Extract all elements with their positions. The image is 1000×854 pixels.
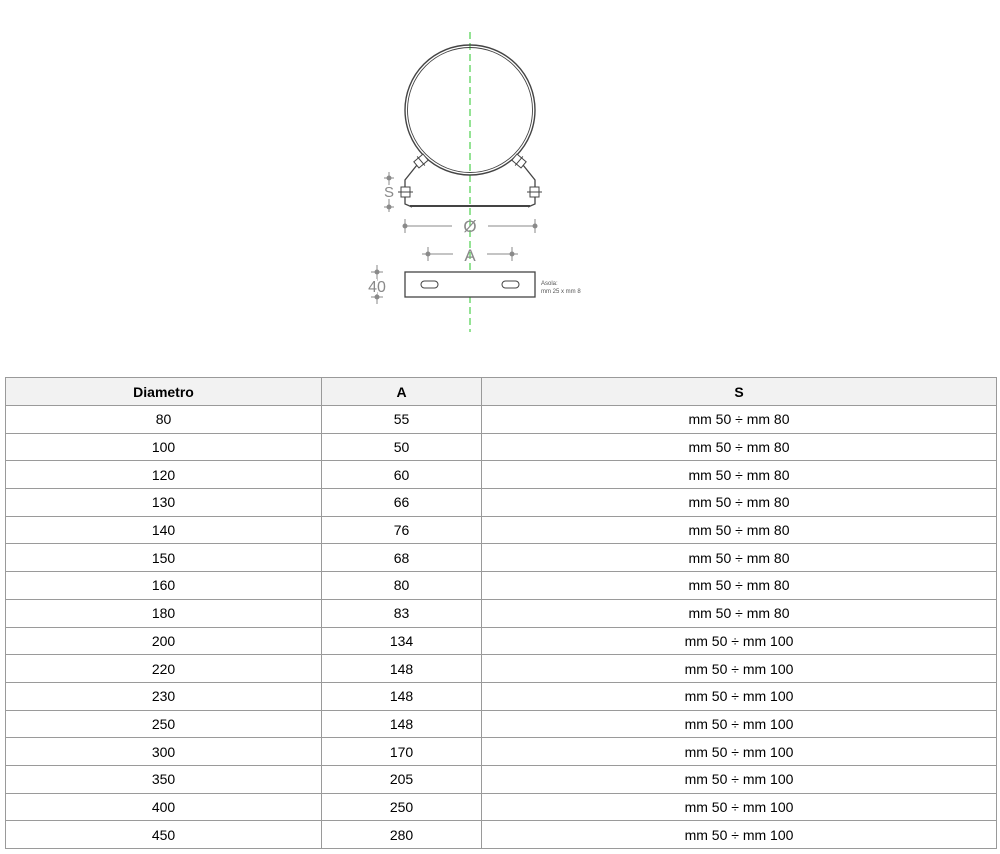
cell-diametro: 450 [6,821,322,849]
table-row [6,599,997,627]
cell-diametro: 200 [6,627,322,655]
cell-diametro: 150 [6,544,322,572]
cell-a: 148 [322,710,482,738]
cell-diametro: 350 [6,765,322,793]
cell-a: 205 [322,765,482,793]
cell-diametro: 120 [6,461,322,489]
dimension-s-label: S [383,184,395,201]
cell-s: mm 50 ÷ mm 80 [482,516,997,544]
table-header-row [6,378,997,406]
slot-note-line1: Asola: [541,281,558,287]
table-row [6,765,997,793]
header-a: A [322,378,482,406]
cell-diametro: 130 [6,489,322,517]
cell-a: 148 [322,655,482,683]
cell-s: mm 50 ÷ mm 80 [482,406,997,434]
header-diametro: Diametro [6,378,322,406]
cell-a: 55 [322,406,482,434]
table-row [6,461,997,489]
slot-left [421,281,438,288]
table-row [6,544,997,572]
table-row [6,682,997,710]
cell-diametro: 180 [6,599,322,627]
table-row [6,406,997,434]
header-s: S [482,378,997,406]
cell-a: 148 [322,682,482,710]
cell-a: 83 [322,599,482,627]
cell-s: mm 50 ÷ mm 100 [482,821,997,849]
cell-a: 66 [322,489,482,517]
cell-s: mm 50 ÷ mm 100 [482,793,997,821]
cell-a: 60 [322,461,482,489]
dimensions-table [5,377,997,849]
cell-a: 50 [322,433,482,461]
cell-s: mm 50 ÷ mm 80 [482,572,997,600]
bolt-left-side [398,187,413,197]
cell-s: mm 50 ÷ mm 100 [482,765,997,793]
cell-s: mm 50 ÷ mm 100 [482,655,997,683]
table-row [6,433,997,461]
cell-diametro: 250 [6,710,322,738]
cell-diametro: 230 [6,682,322,710]
cell-s: mm 50 ÷ mm 80 [482,461,997,489]
table-row [6,572,997,600]
cell-s: mm 50 ÷ mm 100 [482,627,997,655]
cell-diametro: 300 [6,738,322,766]
table-row [6,710,997,738]
table-row [6,655,997,683]
table-row [6,821,997,849]
cell-a: 80 [322,572,482,600]
cell-a: 170 [322,738,482,766]
table-row [6,627,997,655]
cell-diametro: 80 [6,406,322,434]
cell-s: mm 50 ÷ mm 100 [482,738,997,766]
cell-diametro: 160 [6,572,322,600]
cell-s: mm 50 ÷ mm 80 [482,544,997,572]
table-row [6,793,997,821]
wall-bracket-diagram [0,0,1000,370]
cell-a: 68 [322,544,482,572]
table-row [6,489,997,517]
cell-a: 76 [322,516,482,544]
technical-drawing [0,0,1000,370]
cell-a: 280 [322,821,482,849]
table-row [6,738,997,766]
cell-s: mm 50 ÷ mm 80 [482,599,997,627]
dimension-a-label: A [464,246,476,265]
cell-a: 134 [322,627,482,655]
cell-s: mm 50 ÷ mm 80 [482,489,997,517]
slot-note-line2: mm 25 x mm 8 [541,289,581,295]
table-row [6,516,997,544]
bolt-right-side [527,187,542,197]
dimension-40-label: 40 [368,279,386,296]
cell-a: 250 [322,793,482,821]
cell-diametro: 220 [6,655,322,683]
cell-diametro: 400 [6,793,322,821]
slot-right [502,281,519,288]
cell-s: mm 50 ÷ mm 80 [482,433,997,461]
cell-s: mm 50 ÷ mm 100 [482,710,997,738]
dimension-diameter-label: Ø [463,217,477,236]
cell-s: mm 50 ÷ mm 100 [482,682,997,710]
cell-diametro: 100 [6,433,322,461]
cell-diametro: 140 [6,516,322,544]
